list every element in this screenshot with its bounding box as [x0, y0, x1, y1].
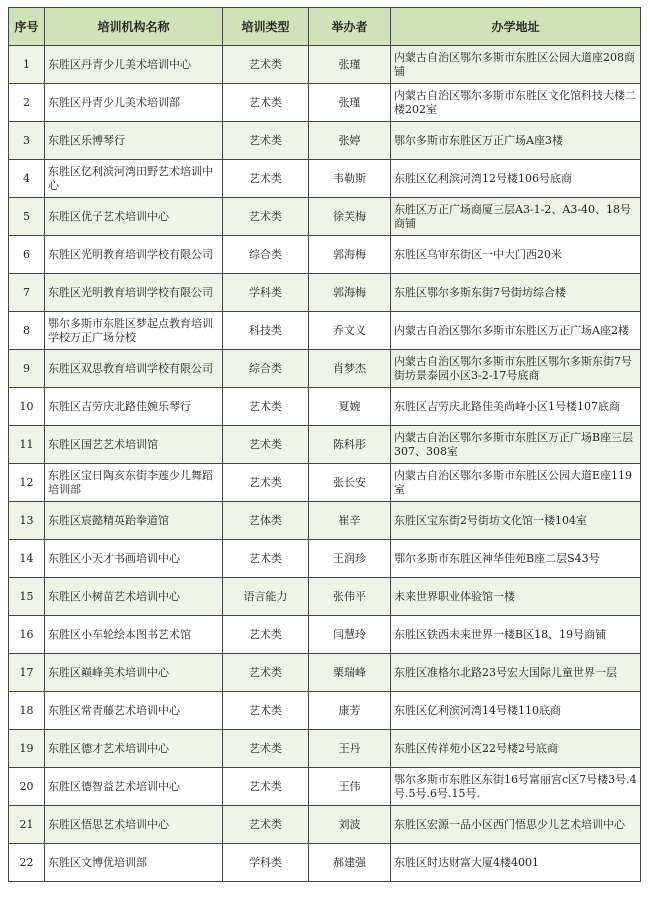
training-type: 艺术类	[223, 692, 309, 730]
table-row	[9, 312, 641, 350]
address: 东胜区亿利滨河湾12号楼106号底商	[391, 160, 641, 198]
table-row	[9, 502, 641, 540]
organizer: 徐芙梅	[309, 198, 391, 236]
training-type: 艺术类	[223, 730, 309, 768]
institution-name: 东胜区丹青少儿美术培训部	[45, 84, 223, 122]
training-institutions-table	[8, 7, 641, 882]
training-type: 艺术类	[223, 426, 309, 464]
row-index: 20	[9, 768, 45, 806]
address: 东胜区时达财富大厦4楼4001	[391, 844, 641, 882]
institution-name: 东胜区德智益艺术培训中心	[45, 768, 223, 806]
institution-name: 鄂尔多斯市东胜区梦起点教育培训学校万正广场分校	[45, 312, 223, 350]
institution-name: 东胜区巅峰美术培训中心	[45, 654, 223, 692]
table-row	[9, 350, 641, 388]
organizer: 康芳	[309, 692, 391, 730]
row-index: 12	[9, 464, 45, 502]
row-index: 14	[9, 540, 45, 578]
organizer: 陈科彤	[309, 426, 391, 464]
address: 内蒙古自治区鄂尔多斯市东胜区万正广场B座三层307、308室	[391, 426, 641, 464]
institution-name: 东胜区双思教育培训学校有限公司	[45, 350, 223, 388]
institution-name: 东胜区文博优培训部	[45, 844, 223, 882]
row-index: 3	[9, 122, 45, 160]
address: 鄂尔多斯市东胜区神华佳苑B座二层S43号	[391, 540, 641, 578]
organizer: 韦勒斯	[309, 160, 391, 198]
training-type: 艺术类	[223, 198, 309, 236]
organizer: 王丹	[309, 730, 391, 768]
table-body	[9, 46, 641, 882]
table-row	[9, 730, 641, 768]
address: 内蒙古自治区鄂尔多斯市东胜区万正广场A座2楼	[391, 312, 641, 350]
organizer: 张婷	[309, 122, 391, 160]
address: 内蒙古自治区鄂尔多斯市东胜区公园大道座208商铺	[391, 46, 641, 84]
row-index: 15	[9, 578, 45, 616]
table-row	[9, 616, 641, 654]
organizer: 张瑾	[309, 46, 391, 84]
institution-name: 东胜区优子艺术培训中心	[45, 198, 223, 236]
table-row	[9, 46, 641, 84]
table-row	[9, 844, 641, 882]
address: 东胜区乌审东街区一中大门西20米	[391, 236, 641, 274]
organizer: 郭海梅	[309, 274, 391, 312]
row-index: 13	[9, 502, 45, 540]
organizer: 郝建强	[309, 844, 391, 882]
address: 东胜区吉劳庆北路佳美尚峰小区1号楼107底商	[391, 388, 641, 426]
row-index: 16	[9, 616, 45, 654]
table-row	[9, 160, 641, 198]
table-header-row	[9, 8, 641, 46]
address: 鄂尔多斯市东胜区东街16号富丽宫c区7号楼3号.4号.5号.6号.15号.	[391, 768, 641, 806]
organizer: 闫慧玲	[309, 616, 391, 654]
training-type: 艺术类	[223, 654, 309, 692]
address: 东胜区铁西未来世界一楼B区18、19号商铺	[391, 616, 641, 654]
row-index: 2	[9, 84, 45, 122]
table-row	[9, 654, 641, 692]
address: 东胜区传祥苑小区22号楼2号底商	[391, 730, 641, 768]
training-type: 艺术类	[223, 46, 309, 84]
training-type: 艺术类	[223, 540, 309, 578]
training-type: 学科类	[223, 844, 309, 882]
table-row	[9, 122, 641, 160]
organizer: 郭海梅	[309, 236, 391, 274]
address: 东胜区宏源一品小区西门悟思少儿艺术培训中心	[391, 806, 641, 844]
header-address: 办学地址	[391, 8, 641, 46]
row-index: 10	[9, 388, 45, 426]
table-row	[9, 806, 641, 844]
organizer: 王伟	[309, 768, 391, 806]
training-type: 艺术类	[223, 122, 309, 160]
training-type: 艺术类	[223, 388, 309, 426]
organizer: 张瑾	[309, 84, 391, 122]
table-row	[9, 540, 641, 578]
table-row	[9, 768, 641, 806]
training-type: 语言能力	[223, 578, 309, 616]
organizer: 栗瑞峰	[309, 654, 391, 692]
institution-name: 东胜区小树苗艺术培训中心	[45, 578, 223, 616]
training-type: 艺体类	[223, 502, 309, 540]
organizer: 王润珍	[309, 540, 391, 578]
table-row	[9, 464, 641, 502]
institution-name: 东胜区德才艺术培训中心	[45, 730, 223, 768]
institution-name: 东胜区小天才书画培训中心	[45, 540, 223, 578]
table-row	[9, 388, 641, 426]
institution-name: 东胜区光明教育培训学校有限公司	[45, 236, 223, 274]
table-row	[9, 198, 641, 236]
address: 鄂尔多斯市东胜区万正广场A座3楼	[391, 122, 641, 160]
row-index: 18	[9, 692, 45, 730]
row-index: 7	[9, 274, 45, 312]
table-row	[9, 578, 641, 616]
address: 东胜区万正广场商厦三层A3-1-2、A3-40、18号商铺	[391, 198, 641, 236]
organizer: 肖梦杰	[309, 350, 391, 388]
address: 内蒙古自治区鄂尔多斯市东胜区文化馆科技大楼二楼202室	[391, 84, 641, 122]
organizer: 张长安	[309, 464, 391, 502]
institution-name: 东胜区乐博琴行	[45, 122, 223, 160]
address: 内蒙古自治区鄂尔多斯市东胜区鄂尔多斯东街7号街坊景泰园小区3-2-17号底商	[391, 350, 641, 388]
address: 东胜区鄂尔多斯东街7号街坊综合楼	[391, 274, 641, 312]
row-index: 4	[9, 160, 45, 198]
organizer: 夏婉	[309, 388, 391, 426]
address: 东胜区亿利滨河湾14号楼110底商	[391, 692, 641, 730]
organizer: 张伟平	[309, 578, 391, 616]
training-type: 艺术类	[223, 768, 309, 806]
organizer: 刘波	[309, 806, 391, 844]
training-type: 艺术类	[223, 806, 309, 844]
row-index: 8	[9, 312, 45, 350]
table-row	[9, 84, 641, 122]
organizer: 乔文义	[309, 312, 391, 350]
header-training-type: 培训类型	[223, 8, 309, 46]
table-row	[9, 692, 641, 730]
training-type: 科技类	[223, 312, 309, 350]
table-row	[9, 274, 641, 312]
institution-name: 东胜区小车轮绘本图书艺术馆	[45, 616, 223, 654]
institution-name: 东胜区宸懿精英跆拳道馆	[45, 502, 223, 540]
training-type: 综合类	[223, 350, 309, 388]
institution-name: 东胜区亿利滨河湾田野艺术培训中心	[45, 160, 223, 198]
row-index: 19	[9, 730, 45, 768]
training-type: 艺术类	[223, 616, 309, 654]
institution-name: 东胜区宝日陶亥东街李莲少儿舞蹈培训部	[45, 464, 223, 502]
organizer: 崔辛	[309, 502, 391, 540]
address: 东胜区准格尔北路23号宏大国际儿童世界一层	[391, 654, 641, 692]
table-row	[9, 426, 641, 464]
training-type: 综合类	[223, 236, 309, 274]
institution-name: 东胜区常青藤艺术培训中心	[45, 692, 223, 730]
row-index: 21	[9, 806, 45, 844]
address: 未来世界职业体验馆一楼	[391, 578, 641, 616]
training-type: 学科类	[223, 274, 309, 312]
row-index: 17	[9, 654, 45, 692]
table-row	[9, 236, 641, 274]
row-index: 5	[9, 198, 45, 236]
row-index: 9	[9, 350, 45, 388]
institution-name: 东胜区光明教育培训学校有限公司	[45, 274, 223, 312]
row-index: 1	[9, 46, 45, 84]
header-organizer: 举办者	[309, 8, 391, 46]
institution-name: 东胜区丹青少儿美术培训中心	[45, 46, 223, 84]
training-type: 艺术类	[223, 160, 309, 198]
header-institution-name: 培训机构名称	[45, 8, 223, 46]
address: 东胜区宝东街2号街坊文化馆一楼104室	[391, 502, 641, 540]
training-type: 艺术类	[223, 84, 309, 122]
institution-name: 东胜区吉劳庆北路佳婉乐琴行	[45, 388, 223, 426]
institution-name: 东胜区国艺艺术培训馆	[45, 426, 223, 464]
header-index: 序号	[9, 8, 45, 46]
row-index: 6	[9, 236, 45, 274]
row-index: 22	[9, 844, 45, 882]
institution-name: 东胜区悟思艺术培训中心	[45, 806, 223, 844]
row-index: 11	[9, 426, 45, 464]
address: 内蒙古自治区鄂尔多斯市东胜区公园大道E座119室	[391, 464, 641, 502]
training-type: 艺术类	[223, 464, 309, 502]
